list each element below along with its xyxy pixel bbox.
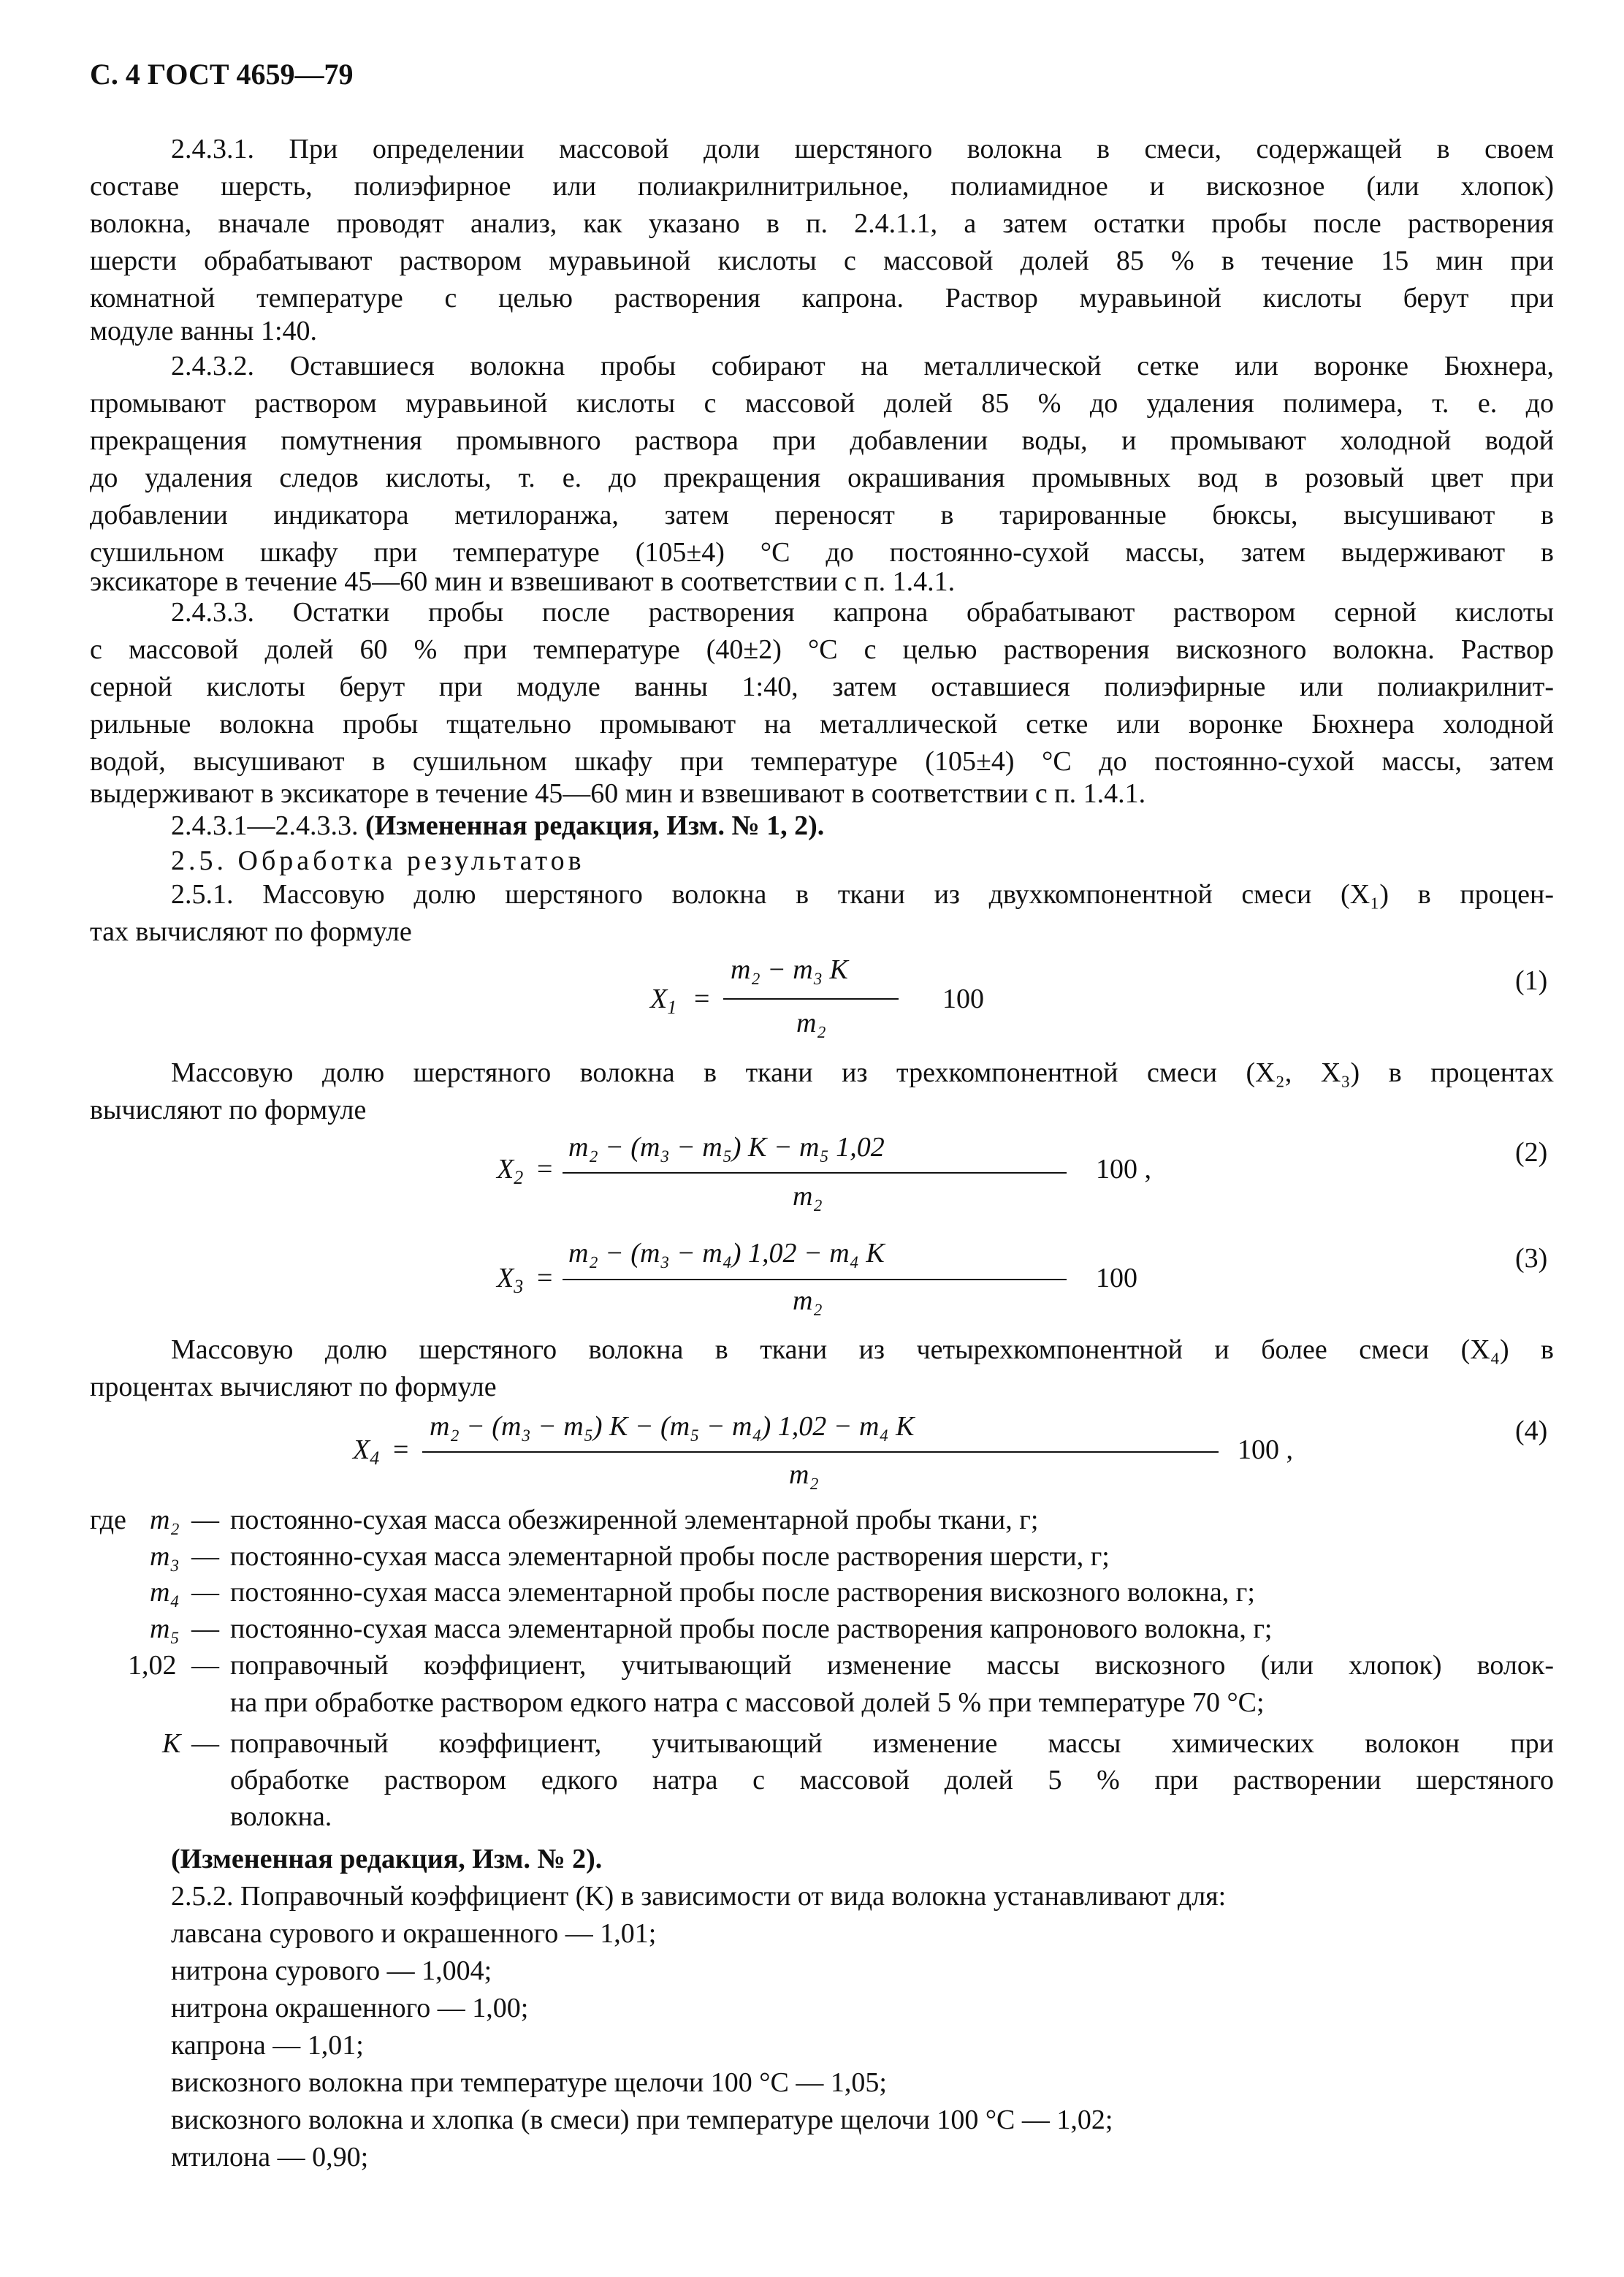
formula-numerator: m₂ − (m₃ − m₄) 1,02 − m₄ K [568,1238,885,1269]
para-2433-line: выдерживают в эксикаторе в течение 45—60 мин и взвешивают в соответствии с п. 1.4.1. [90,778,1146,809]
legend-text: поправочный коэффициент, учитывающий изменение массы химических волокон при [230,1728,1554,1759]
formula-factor: 100 , [1238,1434,1293,1465]
para-251-line: 2.5.1. Массовую долю шерстяного волокна в ткани из двухкомпонентной смеси (X₁) в процен- [171,879,1554,910]
para-2431-line: модуле ванны 1:40. [90,316,318,346]
fraction-bar [422,1451,1219,1453]
legend-dash: — [191,1505,219,1535]
legend-dash: — [191,1650,219,1681]
formula-lhs: $X_4$ [353,1434,380,1469]
equals-sign: = [393,1434,409,1465]
para-2431-line: 2.4.3.1. При определении массовой доли шерстяного волокна в смеси, содержащей в своем [171,134,1554,164]
legend-symbol: K [162,1728,181,1759]
legend-text: на при обработке раствором едкого натра с массовой долей 5 % при температуре 70 °С; [230,1687,1265,1718]
legend-text: постоянно-сухая масса элементарной пробы после растворения шерсти, г; [230,1541,1110,1572]
para-2431-line: шерсти обрабатывают раствором муравьиной кислоты с массовой долей 85 % в течение 15 мин при [90,246,1554,276]
formula-factor: 100 , [1096,1154,1151,1185]
section-heading: 2.5. Обработка результатов [171,845,585,876]
para-2432-line: добавлении индикатора метилоранжа, затем переносят в тарированные бюксы, высушивают в [90,500,1554,531]
para-2432-line: эксикаторе в течение 45—60 мин и взвешивают в соответствии с п. 1.4.1. [90,566,956,597]
list-item: капрона — 1,01; [171,2030,364,2061]
legend-dash: — [191,1577,219,1608]
para-2432-line: 2.4.3.2. Оставшиеся волокна пробы собирают на металлической сетке или воронке Бюхнера, [171,351,1554,381]
para-2432-line: промывают раствором муравьиной кислоты с массовой долей 85 % до удаления полимера, т. е. до [90,388,1554,419]
amendment-label: (Измененная редакция, Изм. № 1, 2). [365,810,825,841]
list-item: нитрона сурового — 1,004; [171,1955,492,1986]
formula-numerator: m₂ − m₃ K [731,954,848,985]
para-2433-line: рильные волокна пробы тщательно промывают на металлической сетке или воронке Бюхнера холодной [90,709,1554,740]
para-four-line: процентах вычисляют по формуле [90,1372,497,1402]
fraction-bar [563,1279,1067,1280]
legend-dash: — [191,1613,219,1644]
fraction-bar [723,998,899,1000]
legend-text: волокна. [230,1801,332,1832]
para-four-line: Массовую долю шерстяного волокна в ткани из четырехкомпонентной и более смеси (X₄) в [171,1334,1554,1365]
list-item: мтилона — 0,90; [171,2142,369,2173]
legend-text: поправочный коэффициент, учитывающий изменение массы вискозного (или хлопок) волок- [230,1650,1554,1681]
fraction-bar [563,1172,1067,1174]
formula-numerator: m₂ − (m₃ − m₅) K − (m₅ − m₄) 1,02 − m₄ K [430,1411,915,1442]
para-2432-line: сушильном шкафу при температуре (105±4) °С до постоянно-сухой массы, затем выдерживают в [90,537,1554,568]
equals-sign: = [694,984,710,1014]
amendment-ref: 2.4.3.1—2.4.3.3. [171,810,359,841]
amendment-note [171,808,824,843]
amendment-label: (Измененная редакция, Изм. № 2). [171,1844,603,1874]
para-2431-line: волокна, вначале проводят анализ, как указано в п. 2.4.1.1, а затем остатки пробы после растворения [90,208,1554,239]
legend-symbol: m₂ [150,1505,180,1535]
list-item: нитрона окрашенного — 1,00; [171,1993,529,2023]
para-2433-line: с массовой долей 60 % при температуре (40±2) °С с целью растворения вискозного волокна. Раствор [90,634,1554,665]
para-three-line: вычисляют по формуле [90,1095,367,1125]
legend-text: постоянно-сухая масса элементарной пробы после растворения вискозного волокна, г; [230,1577,1255,1608]
legend-symbol: 1,02 [128,1650,177,1681]
legend-text: постоянно-сухая масса обезжиренной элементарной пробы ткани, г; [230,1505,1039,1535]
legend-text: обработке раствором едкого натра с массовой долей 5 % при растворении шерстяного [230,1765,1554,1795]
formula-denominator: m₂ [789,1459,819,1490]
para-2431-line: составе шерсть, полиэфирное или полиакрилнитрильное, полиамидное и вискозное (или хлопок) [90,171,1554,202]
formula-number: (4) [1515,1415,1548,1446]
equals-sign: = [537,1154,553,1185]
para-2433-line: 2.4.3.3. Остатки пробы после растворения капрона обрабатывают раствором серной кислоты [171,597,1554,628]
formula-numerator: m₂ − (m₃ − m₅) K − m₅ 1,02 [568,1132,885,1163]
formula-number: (3) [1515,1243,1548,1274]
para-2432-line: до удаления следов кислоты, т. е. до прекращения окрашивания промывных вод в розовый цвет при [90,463,1554,493]
para-2433-line: серной кислоты берут при модуле ванны 1:40, затем оставшиеся полиэфирные или полиакрилнит- [90,672,1554,702]
legend-symbol: m₅ [150,1613,180,1644]
formula-factor: 100 [942,984,984,1014]
legend-symbol: m₄ [150,1577,180,1608]
para-2431-line: комнатной температуре с целью растворения капрона. Раствор муравьиной кислоты берут при [90,283,1554,313]
legend-dash: — [191,1728,219,1759]
formula-number: (2) [1515,1137,1548,1168]
para-2432-line: прекращения помутнения промывного раствора при добавлении воды, и промывают холодной водой [90,425,1554,456]
list-item: вискозного волокна и хлопка (в смеси) при температуре щелочи 100 °С — 1,02; [171,2105,1113,2135]
formula-lhs: $X_3$ [497,1263,524,1297]
para-2433-line: водой, высушивают в сушильном шкафу при температуре (105±4) °С до постоянно-сухой массы, затем [90,746,1554,777]
formula-denominator: m₂ [793,1285,823,1316]
legend-dash: — [191,1541,219,1572]
para-252: 2.5.2. Поправочный коэффициент (K) в зависимости от вида волокна устанавливают для: [171,1881,1227,1912]
formula-lhs: $X_2$ [497,1154,524,1188]
para-three-line: Массовую долю шерстяного волокна в ткани из трехкомпонентной смеси (X₂, X₃) в процентах [171,1057,1554,1088]
formula-lhs: $X_1$ [650,984,677,1018]
where-word: где [90,1505,126,1535]
equals-sign: = [537,1263,553,1293]
page-header: С. 4 ГОСТ 4659—79 [90,58,354,91]
para-251-line: тах вычисляют по формуле [90,916,412,947]
formula-number: (1) [1515,965,1548,996]
legend-symbol: m₃ [150,1541,180,1572]
list-item: вискозного волокна при температуре щелочи 100 °С — 1,05; [171,2067,887,2098]
formula-denominator: m₂ [796,1008,826,1038]
legend-text: постоянно-сухая масса элементарной пробы после растворения капронового волокна, г; [230,1613,1273,1644]
formula-factor: 100 [1096,1263,1137,1293]
list-item: лавсана сурового и окрашенного — 1,01; [171,1918,657,1949]
formula-denominator: m₂ [793,1181,823,1212]
